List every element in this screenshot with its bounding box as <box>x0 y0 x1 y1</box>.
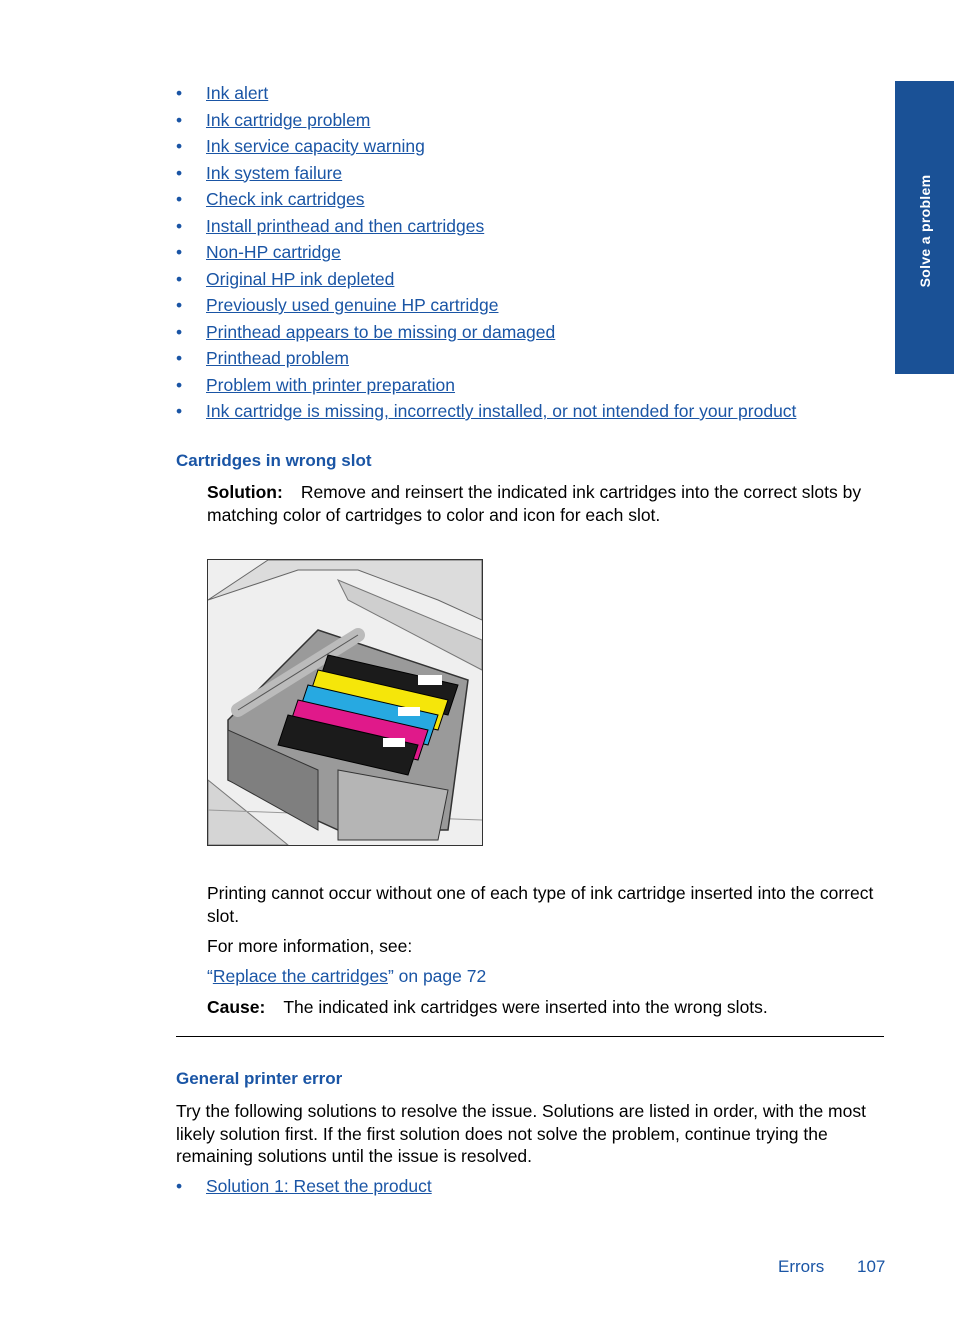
ref-page-suffix: ” on page 72 <box>387 966 487 986</box>
general-error-intro: Try the following solutions to resolve the issue. Solutions are listed in order, with the most likely solution first. If the first solution does not solve the problem, continue trying the remaining solutions until the issue is resolved. <box>176 1101 866 1166</box>
link-previously-used-cartridge[interactable]: Previously used genuine HP cartridge <box>206 295 499 315</box>
troubleshooting-link-list <box>176 80 796 425</box>
solution-text: Remove and reinsert the indicated ink cartridges into the correct slots by matching color of cartridges to color and icon for each slot. <box>207 482 862 525</box>
label-black-bottom <box>383 738 405 747</box>
page-number: 107 <box>857 1257 886 1276</box>
link-original-hp-ink-depleted[interactable]: Original HP ink depleted <box>206 268 395 289</box>
link-printhead-problem[interactable]: Printhead problem <box>206 348 349 368</box>
list-item <box>176 292 796 319</box>
link-non-hp-cartridge[interactable]: Non-HP cartridge <box>206 242 341 262</box>
cause-paragraph <box>207 996 768 1019</box>
list-item <box>176 80 796 107</box>
solution-1-link[interactable]: Solution 1: Reset the product <box>206 1176 432 1196</box>
label-cyan <box>398 707 420 716</box>
bullet-icon: • <box>176 215 183 236</box>
more-info-text: For more information, see: <box>207 936 413 956</box>
section-divider <box>176 1036 884 1037</box>
bullet-icon: • <box>176 374 183 395</box>
list-item <box>176 266 796 293</box>
section-heading-general-printer-error: General printer error <box>176 1069 343 1088</box>
bullet-icon: • <box>176 109 183 130</box>
cause-text: The indicated ink cartridges were inserted into the wrong slots. <box>283 997 768 1017</box>
bullet-icon: • <box>176 242 183 262</box>
bullet-icon: • <box>176 295 183 315</box>
bullet-icon: • <box>176 321 183 342</box>
list-item <box>176 345 796 372</box>
list-item <box>176 133 796 160</box>
list-item <box>176 398 796 425</box>
bullet-icon: • <box>176 268 183 289</box>
replace-cartridges-link[interactable]: Replace the cartridges <box>212 966 388 986</box>
link-ink-cartridge-problem[interactable]: Ink cartridge problem <box>206 109 371 130</box>
bullet-icon: • <box>176 401 183 421</box>
bullet-icon: • <box>176 1176 183 1196</box>
footer-section: Errors <box>778 1257 825 1276</box>
cross-reference <box>207 965 486 988</box>
section-heading-cartridges-wrong-slot: Cartridges in wrong slot <box>176 451 372 470</box>
solution-label: Solution: <box>207 482 283 502</box>
label-black-top <box>418 675 442 685</box>
link-ink-service-capacity-warning[interactable]: Ink service capacity warning <box>206 136 425 156</box>
cause-label: Cause: <box>207 997 266 1017</box>
cartridge-drawing <box>208 560 482 845</box>
list-item <box>176 186 796 213</box>
link-printhead-missing-damaged[interactable]: Printhead appears to be missing or damaged <box>206 321 556 342</box>
list-item <box>176 107 796 134</box>
link-check-ink-cartridges[interactable]: Check ink cartridges <box>206 189 365 209</box>
list-item <box>176 160 796 187</box>
printing-note: Printing cannot occur without one of each type of ink cartridge inserted into the correct slot. <box>207 883 874 926</box>
link-install-printhead[interactable]: Install printhead and then cartridges <box>206 215 485 236</box>
link-printer-preparation[interactable]: Problem with printer preparation <box>206 374 456 395</box>
solution-paragraph <box>207 481 887 526</box>
link-ink-alert[interactable]: Ink alert <box>206 83 269 103</box>
ref-open-quote: “ <box>207 966 213 986</box>
bullet-icon: • <box>176 189 183 209</box>
list-item <box>176 213 796 240</box>
cartridge-illustration <box>207 559 483 846</box>
solution-list-item <box>176 1175 432 1198</box>
list-item <box>176 372 796 399</box>
list-item <box>176 319 796 346</box>
list-item <box>176 239 796 266</box>
link-ink-system-failure[interactable]: Ink system failure <box>206 162 343 183</box>
bullet-icon: • <box>176 83 183 103</box>
bullet-icon: • <box>176 162 183 183</box>
side-tab <box>895 81 954 374</box>
bullet-icon: • <box>176 348 183 368</box>
side-tab-label: Solve a problem <box>917 174 933 288</box>
bullet-icon: • <box>176 136 183 156</box>
link-cartridge-missing-incorrect[interactable]: Ink cartridge is missing, incorrectly installed, or not intended for your product <box>206 401 797 421</box>
